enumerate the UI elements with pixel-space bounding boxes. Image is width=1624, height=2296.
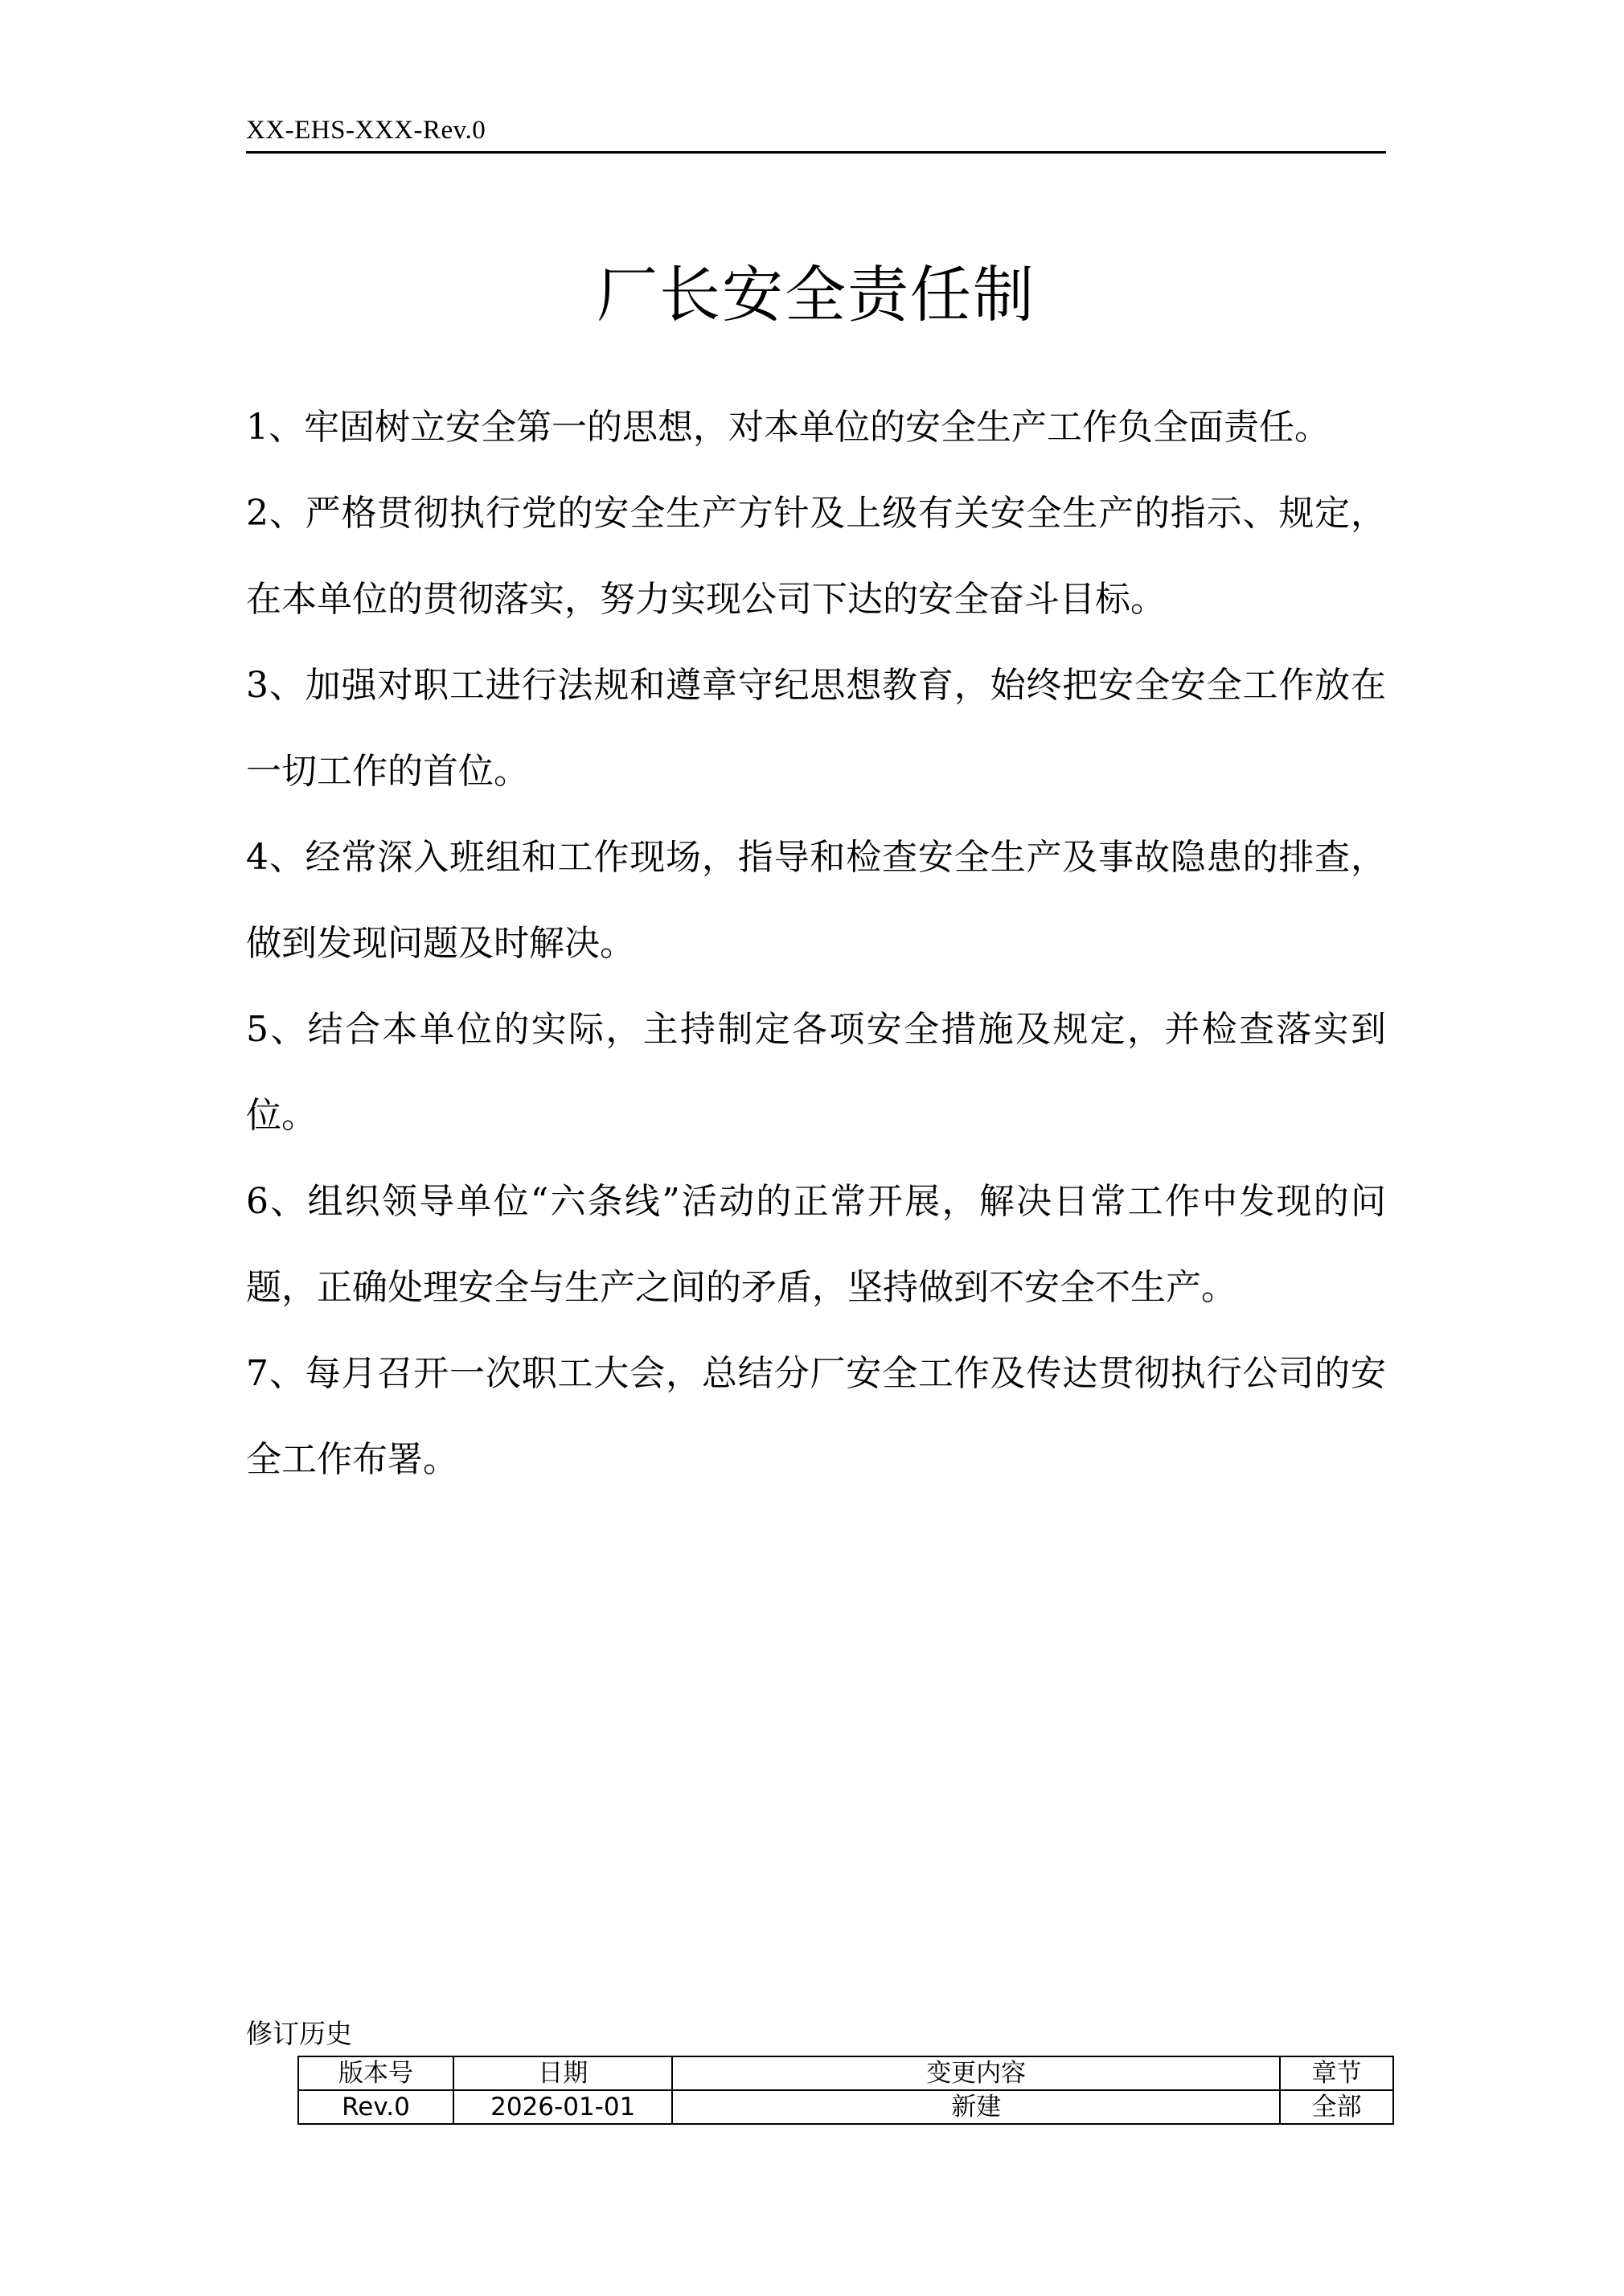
column-header-section: 章节	[1280, 2056, 1393, 2090]
column-header-version: 版本号	[298, 2056, 453, 2090]
revision-history-heading: 修订历史	[246, 2018, 352, 2049]
column-header-date: 日期	[453, 2056, 672, 2090]
responsibility-list	[246, 384, 1386, 1503]
table-row	[298, 2090, 1393, 2124]
clause-6: 6、组织领导单位“六条线”活动的正常开展，解决日常工作中发现的问题，正确处理安全与生产之间的矛盾，坚持做到不安全不生产。	[246, 1181, 1386, 1308]
clause-5: 5、结合本单位的实际，主持制定各项安全措施及规定，并检查落实到位。	[246, 1009, 1386, 1136]
clause-3: 3、加强对职工进行法规和遵章守纪思想教育，始终把安全安全工作放在一切工作的首位。	[246, 665, 1386, 792]
document-code: XX-EHS-XXX-Rev.0	[246, 116, 486, 145]
column-header-change: 变更内容	[672, 2056, 1280, 2090]
cell-change: 新建	[672, 2090, 1280, 2124]
clause-2: 2、严格贯彻执行党的安全生产方针及上级有关安全生产的指示、规定，在本单位的贯彻落实，努力实现公司下达的安全奋斗目标。	[246, 493, 1386, 620]
cell-section: 全部	[1280, 2090, 1393, 2124]
clause-4: 4、经常深入班组和工作现场，指导和检查安全生产及事故隐患的排查，做到发现问题及时解决。	[246, 837, 1386, 964]
clause-7: 7、每月召开一次职工大会，总结分厂安全工作及传达贯彻执行公司的安全工作布署。	[246, 1353, 1386, 1480]
cell-version: Rev.0	[298, 2090, 453, 2124]
revision-history-table	[297, 2056, 1394, 2125]
cell-date: 2026-01-01	[453, 2090, 672, 2124]
revision-table-header-row	[298, 2056, 1393, 2090]
header-divider	[246, 151, 1386, 154]
document-title: 厂长安全责任制	[597, 258, 1036, 330]
clause-1: 1、牢固树立安全第一的思想，对本单位的安全生产工作负全面责任。	[246, 407, 1330, 448]
